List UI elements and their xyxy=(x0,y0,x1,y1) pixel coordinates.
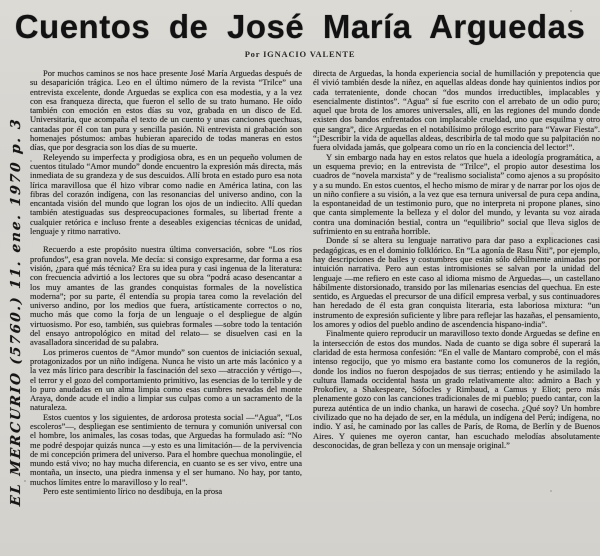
paragraph: Pero este sentimiento lírico no desdibuja, en la prosa xyxy=(43,486,223,497)
margin-note-handwritten: EL MERCURIO (5760.) 11. ene. 1970 p. 3 xyxy=(8,116,24,507)
paragraph: Recuerdo a este propósito nuestra última conversación, sobre “Los ríos profundos”, esa gran novela. Me decía: si consigo expresarme, dar forma a esa visión, ¿para qué más técnica? Era su idea pura y casi ingenua de la literatura: con frecuencia advirtió a los lectores que su obra “podrá acaso desencantar a los muy amantes de las grandes conquistas formales de la novelística moderna”; por su parte, él entendía su propia tarea como la revelación del universo andino, por los medios que fuera, artísticamente correctos o no, mucho más que como la forja de un lenguaje o el despliegue de algún virtuosismo. Por eso, también, sus quiebras formales —sobre todo la tentación del ensayo antropológico en mitad del relato— se disuelven casi en la avasalladora sinceridad de su palabra. xyxy=(30,244,302,348)
article-title: Cuentos de José María Arguedas xyxy=(14,8,586,45)
paper-speck xyxy=(30,160,32,162)
article-column-left xyxy=(30,69,302,543)
paragraph: directa de Arguedas, la honda experiencia social de humillación y prepotencia que él vivió también desde la niñez, en aquellas aldeas donde hay quinientos indios por cada terrateniente, donde chocan “dos mundos irreductibles, implacables y esencialmente distintos”. “Agua” sí fue escrito con el arrebato de un odio puro; aquel que brota de los amores universales, allí, en las regiones del mundo donde existen dos bandos enfrentados con implacable crueldad, uno que esquilma y otro que sangra”, dice Arguedas en el notabilísimo prólogo escrito para “Yawar Fiesta”. “¡Describir la vida de aquellas aldeas, describirla de tal modo que su palpitación no fuera olvidada jamás, que golpeara como un río en la conciencia del lector!”. xyxy=(313,69,600,153)
paragraph: Estos cuentos y los siguientes, de ardorosa protesta social —“Agua”, “Los escoleros”—, despliegan ese sentimiento de ternura y comunión universal con el hombre, los animales, las cosas todas, que Arguedas ha formulado así: “No me podré despojar quizás nunca —y esto es una limitación— de la pervivencia de mi concepción primera del universo. Para el hombre quechua monolingüe, el mundo está vivo; no hay mucha diferencia, en cuanto se es ser vivo, entre una montaña, un insecto, una piedra inmensa y el ser humano. No hay, por tanto, muchos límites entre lo maravilloso y lo real”. xyxy=(30,411,302,487)
paragraph: Releyendo su imperfecta y prodigiosa obra, es en un pequeño volumen de cuentos titulado “Amor mundo” donde encuentro la expresión más directa, más inmediata de su grandeza y de sus descuidos. Allí brota en estado puro esa nota lírica maravillosa que él hizo vibrar como nadie en América latina, con las fibras del corazón indígena, con las resonancias del universo andino, con la encantada visión del mundo que logran los ojos de un indiecito. Allí quedan también atestiguadas sus despreocupaciones formales, su libertad frente a cualquier retórica e incluso frente a deseables exigencias técnicas de unidad, lenguaje y ritmo narrativo. xyxy=(30,151,302,237)
paragraph: Por muchos caminos se nos hace presente José María Arguedas después de su desaparición trágica. Leo en el último número de la revista “Trilce” una entrevista excelente, donde Arguedas se explica con esa modestia, y a la vez con esa franqueza directa, que fueron el sello de su trato humano. He oído también con emoción en estos días su voz, grabada en un disco de Ed. Universitaria, que acompaña el texto de un cuento y unas canciones quechuas, cantadas por él con tan pura y sencilla pasión. Ni entrevista ni grabación son homenajes póstumos: ambas hubieran aparecido de todas maneras en estos días, que por desgracia son los días de su muerte. xyxy=(30,69,302,153)
article-body xyxy=(30,69,600,543)
paragraph: Y sin embargo nada hay en estos relatos que huela a ideología programática, a un esquema previo; en la entrevista de “Trilce”, el propio autor desestima los cuadros de “novela marxista” y de “realismo socialista” como ajenos a su propósito y a su mundo. En estos cuentos, el hecho mismo de mirar y de narrar por los ojos de un niño confiere a su visión, a la vez que esa ternura universal de pura cepa andina, la espontaneidad de un testimonio puro, que no interpreta ni propone planes, sino que canta simplemente la belleza y el dolor del mundo, y levanta su voz airada contra una dominación bestial, contra un “equilibrio” social que lleva siglos de sufrimiento en su entraña horrible. xyxy=(313,151,600,237)
article-header xyxy=(0,0,600,59)
paragraph: Los primeros cuentos de “Amor mundo” son cuentos de iniciación sexual, protagonizados por un niño indígena. Nunca he visto un arte más lacónico y a la vez más lírico para describir la fascinación del sexo —atracción y vértigo—, el terror y el gozo del comportamiento primitivo, las esencias de lo terrible y de lo puro anudadas en un alma limpia como esas cumbres nevadas del monte Araya, donde acude el indio a limpiar sus culpas como a un sacramento de la naturaleza. xyxy=(30,346,302,413)
article-column-right xyxy=(313,69,600,543)
paragraph: Donde sí se altera su lenguaje narrativo para dar paso a explicaciones casi pedagógicas, es en el dominio folklórico. En “La agonía de Rasu Ñiti”, por ejemplo, hay descripciones de bailes y costumbres que están sólo débilmente animadas por intuición narrativa. Pero aun estas intromisiones se salvan por la unidad del lenguaje —me refiero en este caso al idioma mismo de Arguedas—, un castellano hábilmente distorsionado, transido por las milenarias esencias del quechua. En este sentido, es Arguedas el precursor de una difícil empresa verbal, y sus continuadores han heredado de él esta gran conquista literaria, esta laboriosa mixtura: “un instrumento de expresión suficiente y libre para reflejar las hazañas, el pensamiento, los amores y odios del pueblo andino de ascendencia hispano-india”. xyxy=(313,235,600,330)
article-byline: Por IGNACIO VALENTE xyxy=(244,49,356,59)
paragraph: Finalmente quiero reproducir un maravilloso texto donde Arguedas se define en la intersección de estos dos mundos. Nada de cuanto se diga sobre él superará la claridad de esta hermosa confesión: “En el valle de Mantaro comprobé, con el más intenso regocijo, que yo mismo era bastante como los comuneros de la región, donde los indios no fueron despojados de sus tierras; entiendo y he asimilado la cultura llamada occidental hasta un grado relativamente alto: admiro a Bach y Prokofiev, a Shakespeare, Sófocles y Rimbaud, a Camus y Eliot; pero más plenamente gozo con las canciones tradicionales de mi pueblo; puedo cantar, con la pureza auténtica de un indio chanka, un harawi de cosecha. ¿Qué soy? Un hombre civilizado que no ha dejado de ser, en la médula, un indígena del Perú; indígena, no indio. Y así, he caminado por las calles de París, de Roma, de Berlín y de Buenos Aires. Y quienes me oyeron cantar, han escuchado melodías absolutamente desconocidas, de gran belleza y con un mensaje original.” xyxy=(313,328,600,450)
